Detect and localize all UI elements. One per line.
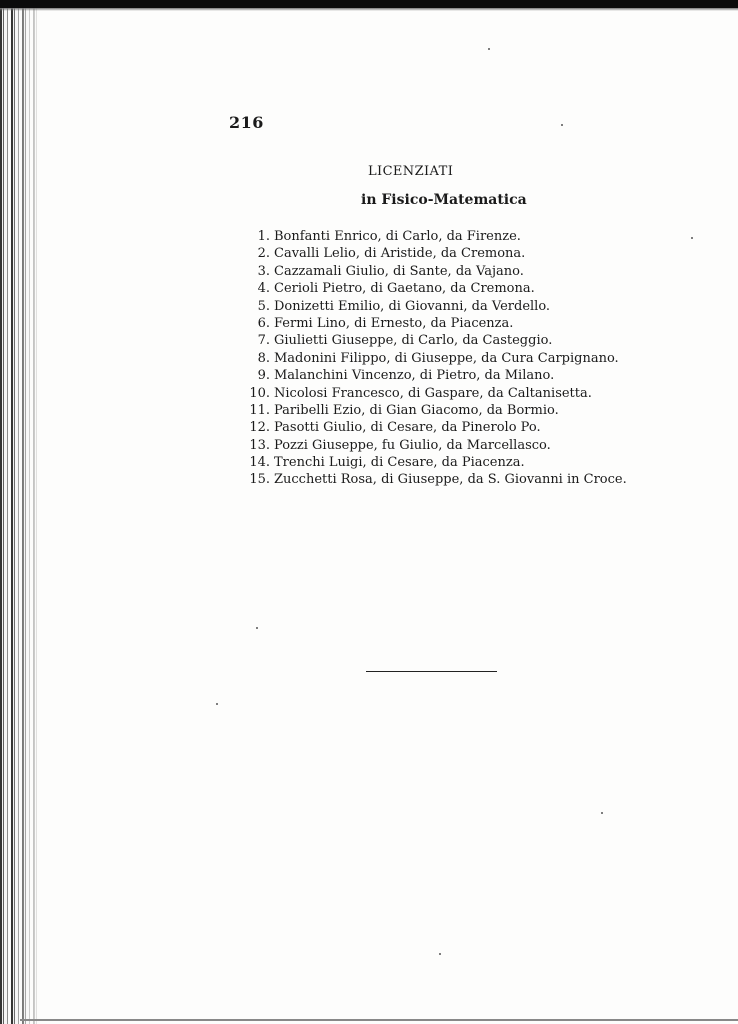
item-text: Zucchetti Rosa, di Giuseppe, da S. Giovanni in Croce. xyxy=(274,472,627,488)
list-item xyxy=(240,437,627,454)
item-number: 7. xyxy=(257,333,270,349)
list-item xyxy=(240,385,627,402)
top-edge-shadow xyxy=(0,8,738,11)
scan-speck xyxy=(691,237,693,239)
scan-speck xyxy=(488,48,490,50)
list-item xyxy=(240,245,627,262)
item-text: Bonfanti Enrico, di Carlo, da Firenze. xyxy=(274,229,521,244)
list-item xyxy=(240,419,627,436)
item-text: Giulietti Giuseppe, di Carlo, da Casteggio. xyxy=(274,333,553,349)
list-item xyxy=(240,454,627,471)
item-number: 5. xyxy=(257,298,270,314)
scan-speck xyxy=(439,953,441,955)
list-item xyxy=(240,228,627,245)
list-item xyxy=(240,263,627,280)
item-text: Donizetti Emilio, di Giovanni, da Verdello. xyxy=(274,298,551,314)
item-text: Paribelli Ezio, di Gian Giacomo, da Bormio. xyxy=(274,402,559,418)
list-item xyxy=(240,367,627,384)
item-text: Cerioli Pietro, di Gaetano, da Cremona. xyxy=(274,281,535,297)
item-number: 9. xyxy=(257,368,270,384)
scan-speck xyxy=(601,812,603,814)
closing-rule xyxy=(366,671,497,672)
item-number: 12. xyxy=(249,420,270,436)
binding-shadow xyxy=(12,0,42,1024)
list-item xyxy=(240,471,627,488)
item-number: 15. xyxy=(249,472,270,488)
item-text: Cavalli Lelio, di Aristide, da Cremona. xyxy=(274,246,526,262)
item-number: 8. xyxy=(257,350,270,366)
page-number: 216 xyxy=(229,113,264,132)
item-number: 6. xyxy=(257,315,270,331)
item-text: Madonini Filippo, di Giuseppe, da Cura Carpignano. xyxy=(274,350,619,366)
item-number: 11. xyxy=(249,402,270,418)
graduates-list xyxy=(240,228,627,489)
item-number: 2. xyxy=(257,246,270,262)
scan-speck xyxy=(216,703,218,705)
item-number: 3. xyxy=(257,263,270,279)
list-item xyxy=(240,402,627,419)
item-text: Trenchi Luigi, di Cesare, da Piacenza. xyxy=(274,455,525,471)
scan-speck xyxy=(256,627,258,629)
item-number: 13. xyxy=(249,437,270,453)
item-number: 10. xyxy=(249,385,270,401)
item-number: 14. xyxy=(249,455,270,471)
item-text: Cazzamali Giulio, di Sante, da Vajano. xyxy=(274,263,524,279)
item-text: Fermi Lino, di Ernesto, da Piacenza. xyxy=(274,315,514,331)
section-subheading: in Fisico-Matematica xyxy=(361,192,527,208)
item-number: 1. xyxy=(257,229,270,244)
item-number: 4. xyxy=(257,281,270,297)
item-text: Nicolosi Francesco, di Gaspare, da Caltanisetta. xyxy=(274,385,592,401)
section-heading: LICENZIATI xyxy=(368,164,454,179)
list-item xyxy=(240,350,627,367)
scan-speck xyxy=(561,124,563,126)
list-item xyxy=(240,280,627,297)
item-text: Malanchini Vincenzo, di Pietro, da Milano. xyxy=(274,368,555,384)
top-edge xyxy=(0,0,738,8)
list-item xyxy=(240,332,627,349)
list-item xyxy=(240,315,627,332)
item-text: Pasotti Giulio, di Cesare, da Pinerolo Po. xyxy=(274,420,541,436)
item-text: Pozzi Giuseppe, fu Giulio, da Marcellasco. xyxy=(274,437,551,453)
bottom-edge xyxy=(20,1019,738,1021)
list-item xyxy=(240,298,627,315)
